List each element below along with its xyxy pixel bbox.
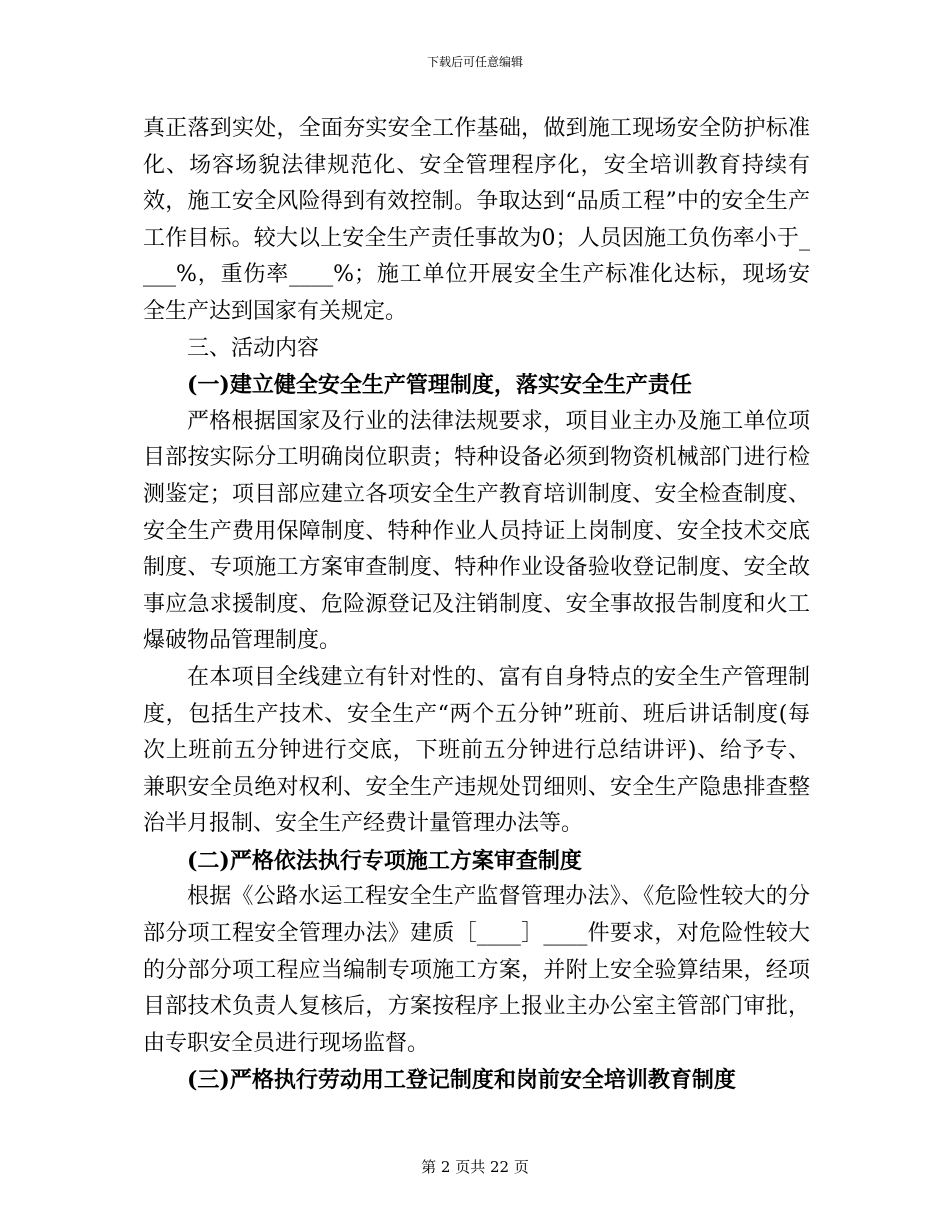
body-paragraph: 根据《公路水运工程安全生产监督管理办法》、《危险性较大的分部分项工程安全管理办法》建质［____］____件要求，对危险性较大的分部分项工程应当编制专项施工方案，并附上安全验算结果，经项目部技术负责人复核后，方案按程序上报业主办公室主管部门审批，由专职安全员进行现场监督。 [143,884,810,1056]
subsection-heading: (三)严格执行劳动用工登记制度和岗前安全培训教育制度 [187,1067,736,1094]
body-paragraph: 在本项目全线建立有针对性的、富有自身特点的安全生产管理制度，包括生产技术、安全生产“两个五分钟”班前、班后讲话制度(每次上班前五分钟进行交底，下班前五分钟进行总结讲评)、给予专、兼职安全员绝对权利、安全生产违规处罚细则、安全生产隐患排查整治半月报制、安全生产经费计量管理办法等。 [143,664,810,837]
subsection-heading: (二)严格依法执行专项施工方案审查制度 [187,847,582,874]
page-header: 下载后可任意编辑 [426,55,523,69]
document-body [143,111,810,1099]
page-footer: 第 2 页共 22 页 [421,1158,529,1176]
body-paragraph: 严格根据国家及行业的法律法规要求，项目业主办及施工单位项目部按实际分工明确岗位职责；特种设备必须到物资机械部门进行检测鉴定；项目部应建立各项安全生产教育培训制度、安全检查制度、安全生产费用保障制度、特种作业人员持证上岗制度、安全技术交底制度、专项施工方案审查制度、特种作业设备验收登记制度、安全故事应急求援制度、危险源登记及注销制度、安全事故报告制度和火工爆破物品管理制度。 [143,408,810,654]
section-heading: 三、活动内容 [187,335,320,361]
body-paragraph: 真正落到实处，全面夯实安全工作基础，做到施工现场安全防护标准化、场容场貌法律规范化、安全管理程序化，安全培训教育持续有效，施工安全风险得到有效控制。争取达到“品质工程”中的安全生产工作目标。较大以上安全生产责任事故为0；人员因施工负伤率小于____%，重伤率____%；施工单位开展安全生产标准化达标，现场安全生产达到国家有关规定。 [143,116,810,324]
subsection-heading: (一)建立健全安全生产管理制度，落实安全生产责任 [187,372,692,399]
